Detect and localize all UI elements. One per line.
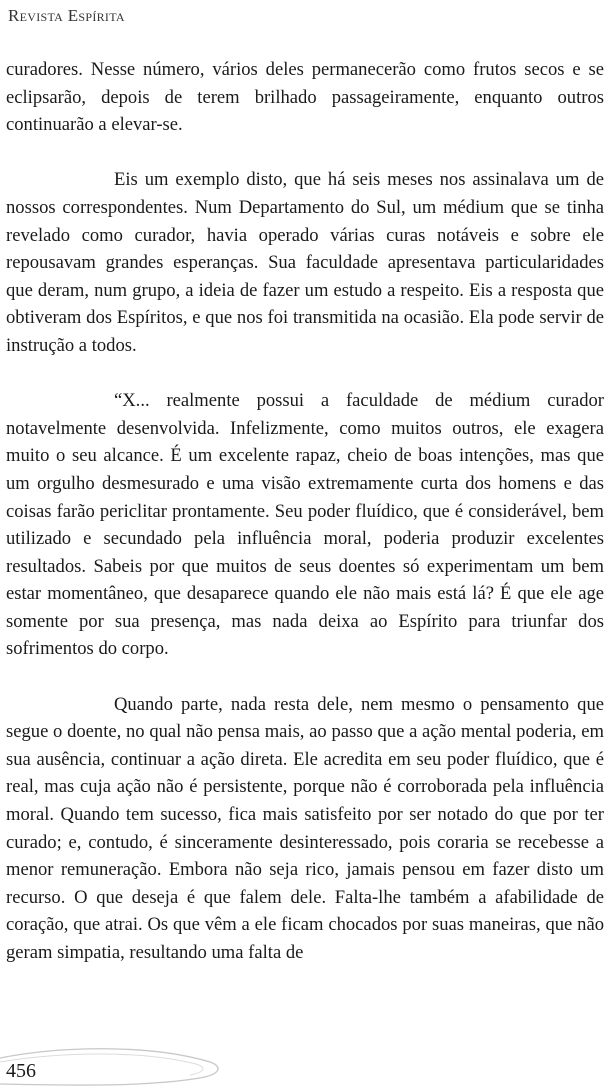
paragraph: Quando parte, nada resta dele, nem mesmo o pensamento que segue o doente, no qual não pensa mais, ao passo que a ação mental poderia, em sua ausência, continuar a ação direta. Ele acredita em seu poder fluídico, que é real, mas cuja ação não é persistente, porque não é corroborada pela influência moral. Quando tem sucesso, fica mais satisfeito por ser notado do que por ter curado; e, contudo, é sinceramente desinteressado, pois coraria se recebesse a menor remuneração. Embora não seja rico, jamais pensou em fazer disto um recurso. O que deseja é que falem dele. Falta-lhe também a afabilidade de coração, que atrai. Os que vêm a ele ficam chocados por suas maneiras, que não geram simpatia, resultando uma falta de [6,693,604,963]
body-text [6,56,604,994]
page-number: 456 [6,1060,36,1082]
paragraph: Eis um exemplo disto, que há seis meses nos assinalava um de nossos correspondentes. Num Departamento do Sul, um médium que se tinha revelado como curador, havia operado várias curas notáveis e sobre ele repousavam grandes esperanças. Sua faculdade apresentava particularidades que deram, num grupo, a ideia de fazer um estudo a respeito. Eis a resposta que obtiveram dos Espíritos, e que nos foi transmitida na ocasião. Ela pode servir de instrução a todos. [6,169,604,356]
running-header: Revista Espírita [8,6,125,25]
paragraph-quote: “X... realmente possui a faculdade de médium curador notavelmente desenvolvida. Infelizmente, como muitos outros, ele exagera muito o seu alcance. É um excelente rapaz, cheio de boas intenções, mas que um orgulho desmesurado e uma visão extremamente curta dos homens e das coisas farão periclitar prontamente. Seu poder fluídico, que é considerável, bem utilizado e secundado pela influência moral, poderia produzir excelentes resultados. Sabeis por que muitos de seus doentes só experimentam um bem estar momentâneo, que desaparece quando ele não mais está lá? É que ele age somente por sua presença, mas nada deixa ao Espírito para triunfar dos sofrimentos do corpo. [6,390,604,660]
paragraph-continuation: curadores. Nesse número, vários deles permanecerão como frutos secos e se eclipsarão, depois de terem brilhado passageiramente, enquanto outros continuarão a elevar-se. [6,59,604,136]
